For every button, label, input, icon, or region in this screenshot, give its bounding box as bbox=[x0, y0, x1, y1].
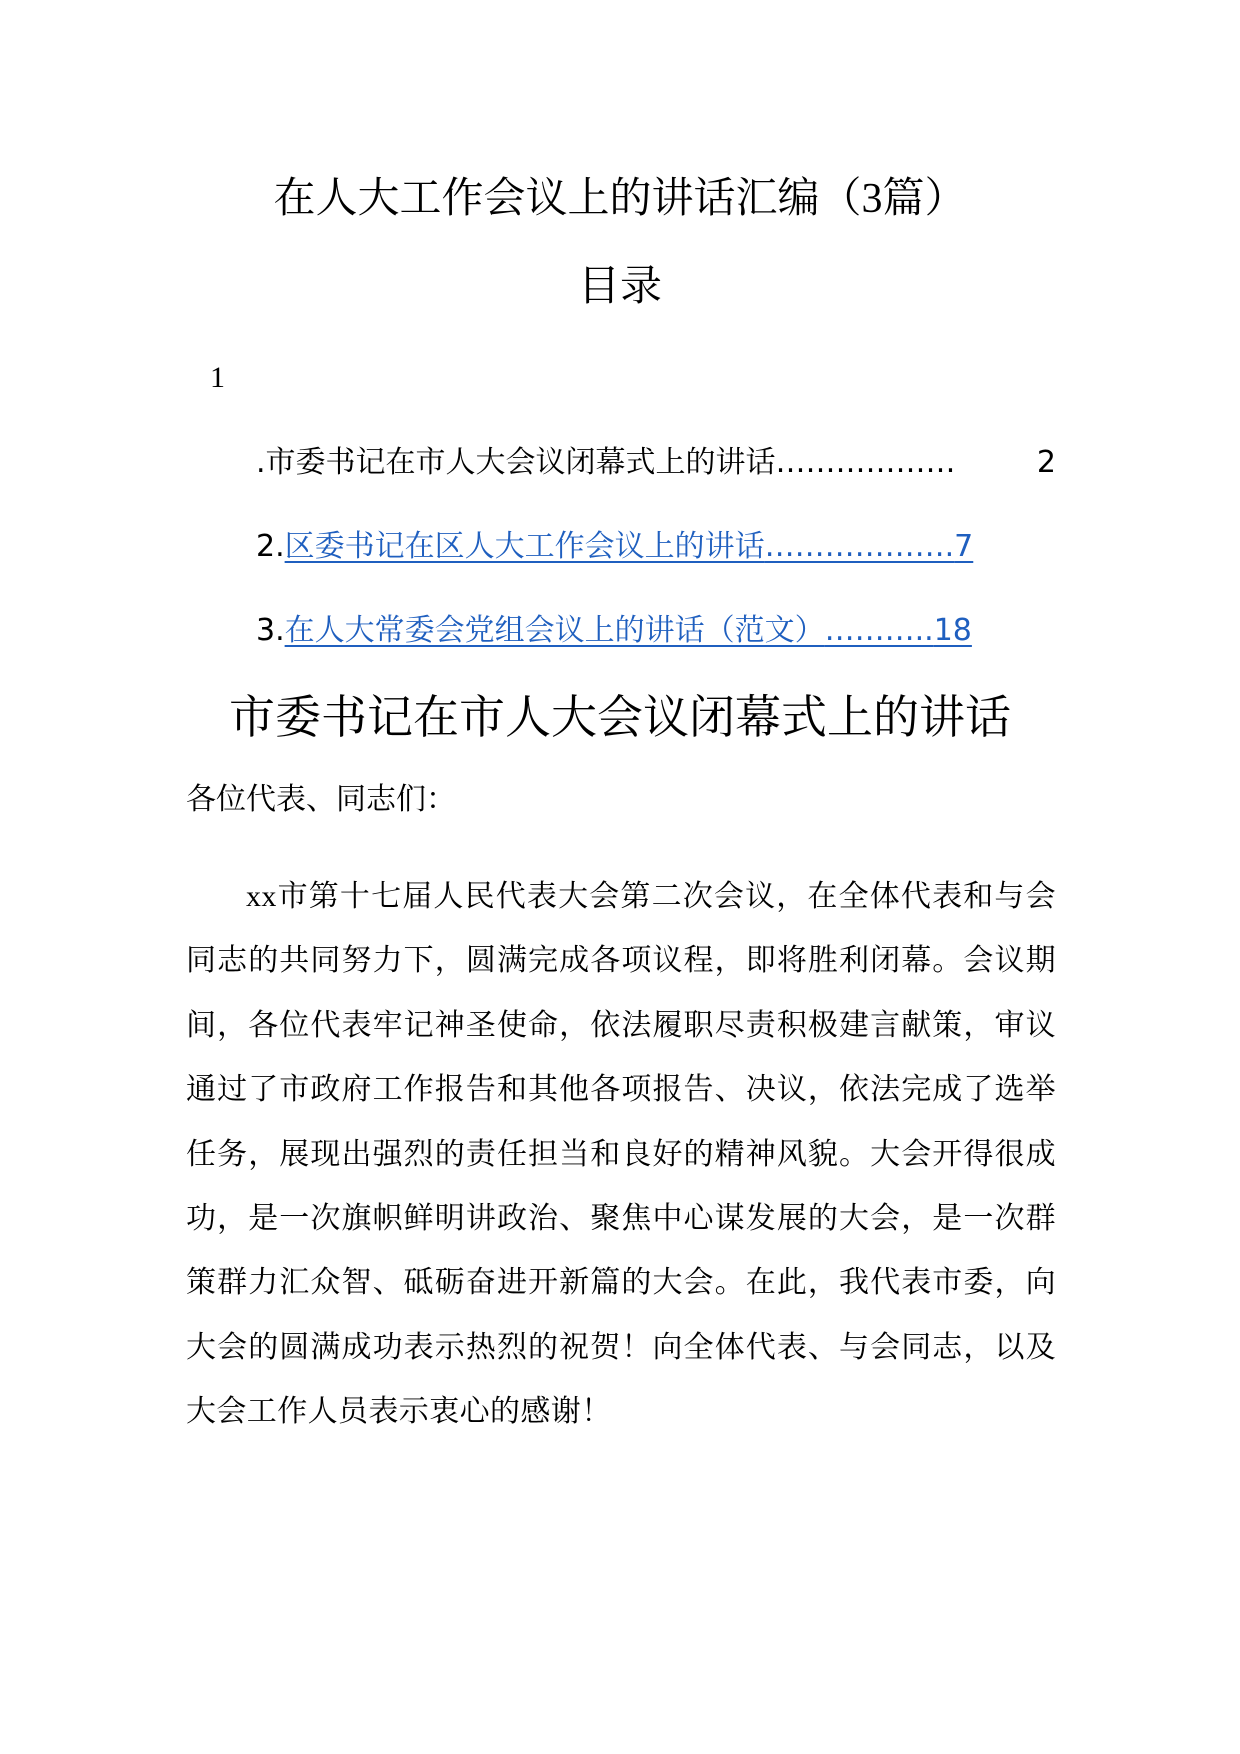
toc-item-leader: ……………… bbox=[775, 445, 956, 480]
toc-marker: 1 bbox=[210, 361, 225, 394]
toc-item-leader[interactable]: ………………. bbox=[764, 529, 955, 564]
toc-item-page: 2 bbox=[1036, 445, 1056, 480]
toc-item-page[interactable]: 18 bbox=[933, 613, 972, 648]
table-of-contents bbox=[256, 438, 1056, 690]
toc-link-2[interactable] bbox=[285, 522, 974, 572]
title-prefix: 在人大工作会议上的讲话汇编（ bbox=[273, 173, 862, 222]
toc-item-1 bbox=[256, 438, 1056, 522]
paragraph-text: 市第十七届人民代表大会第二次会议，在全体代表和与会同志的共同努力下，圆满完成各项议程，即将胜利闭幕。会议期间，各位代表牢记神圣使命，依法履职尽责积极建言献策，审议通过了市政府工作报告和其他各项报告、决议，依法完成了选举任务，展现出强烈的责任担当和良好的精神风貌。大会开得很成功，是一次旗帜鲜明讲政治、聚焦中心谋发展的大会，是一次群策群力汇众智、砥砺奋进开新篇的大会。在此，我代表市委，向大会的圆满成功表示热烈的祝贺！向全体代表、与会同志，以及大会工作人员表示衷心的感谢！ bbox=[186, 879, 1056, 1430]
toc-item-2[interactable] bbox=[256, 522, 1056, 606]
title-number: 3 bbox=[861, 176, 883, 222]
toc-link-3[interactable] bbox=[285, 606, 972, 656]
document-title bbox=[0, 168, 1240, 229]
toc-heading: 目录 bbox=[577, 261, 662, 310]
toc-item-text[interactable]: 区委书记在区人大工作会议上的讲话 bbox=[284, 529, 765, 564]
paragraph-prefix: xx bbox=[246, 880, 277, 913]
section-title: 市委书记在市人大会议闭幕式上的讲话 bbox=[229, 690, 1011, 744]
toc-item-leader[interactable]: ……….. bbox=[824, 613, 934, 648]
toc-item-number: 2. bbox=[256, 529, 285, 564]
toc-item-text: 市委书记在市人大会议闭幕式上的讲话 bbox=[265, 445, 776, 480]
toc-item-text[interactable]: 在人大常委会党组会议上的讲话（范文） bbox=[284, 613, 825, 648]
toc-item-3[interactable] bbox=[256, 606, 1056, 690]
title-suffix: 篇） bbox=[882, 173, 967, 222]
salutation: 各位代表、同志们： bbox=[186, 782, 456, 817]
toc-item-page[interactable]: 7 bbox=[954, 529, 974, 564]
toc-item-number: 3. bbox=[256, 613, 285, 648]
toc-item-number: . bbox=[256, 445, 266, 480]
body-paragraph bbox=[186, 865, 1056, 1445]
